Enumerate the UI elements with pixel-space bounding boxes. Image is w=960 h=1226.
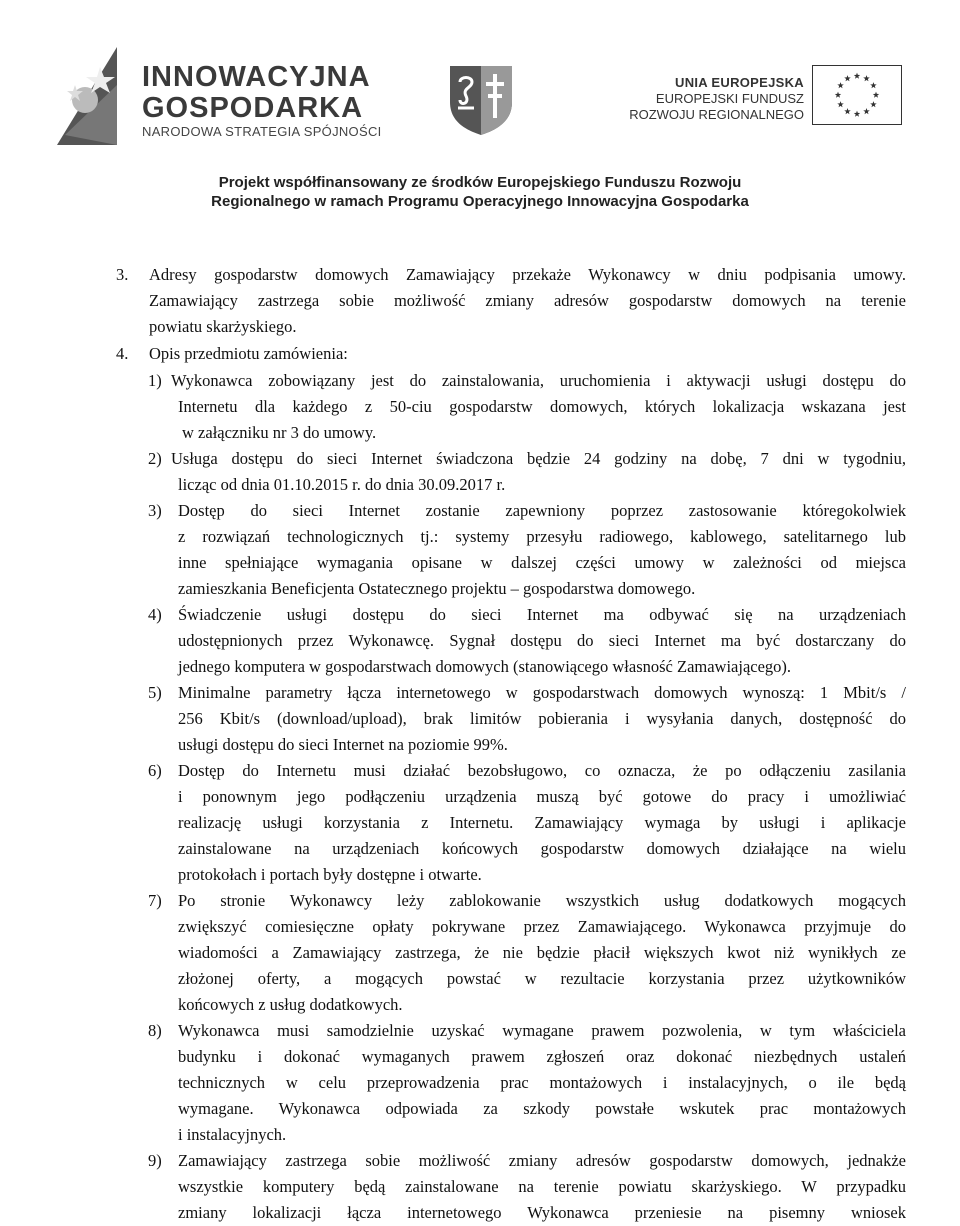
eu-line-2: EUROPEJSKI FUNDUSZ: [655, 91, 804, 106]
item-line: Zamawiający zastrzega sobie możliwość zmiany adresów gospodarstw domowych na terenie: [149, 291, 906, 310]
item-line: zmiany lokalizacji łącza internetowego Wykonawca przeniesie na pisemny wniosek: [178, 1203, 906, 1222]
item-number: 3.: [116, 265, 129, 284]
item-line: i instalacyjnych.: [178, 1125, 287, 1144]
item-line: Dostęp do sieci Internet zostanie zapewniony poprzez zastosowanie któregokolwiek: [178, 501, 906, 520]
item-line: licząc od dnia 01.10.2015 r. do dnia 30.09.2017 r.: [178, 475, 506, 494]
item-line: 256 Kbit/s (download/upload), brak limitów pobierania i wysyłania danych, dostępność do: [178, 709, 906, 728]
item-line: zamieszkania Beneficjenta Ostatecznego projektu – gospodarstwa domowego.: [178, 579, 696, 598]
item-line: wymagane. Wykonawca odpowiada za szkody powstałe wskutek prac montażowych: [178, 1099, 906, 1118]
coat-of-arms-icon: [448, 64, 514, 136]
eu-line-3: ROZWOJU REGIONALNEGO: [629, 107, 804, 122]
item-line: Wykonawca musi samodzielnie uzyskać wymagane prawem pozwolenia, w tym właściciela: [178, 1021, 906, 1040]
eu-label: [629, 74, 804, 123]
item-line: budynku i dokonać wymaganych prawem zgłoszeń oraz dokonać niezbędnych ustaleń: [178, 1047, 906, 1066]
item-line: Minimalne parametry łącza internetowego w gospodarstwach domowych wynoszą: 1 Mbit/s /: [178, 683, 906, 702]
item-line: Dostęp do Internetu musi działać bezobsługowo, co oznacza, że po odłączeniu zasilania: [178, 761, 906, 780]
subitem-number: 1): [148, 371, 162, 390]
eu-line-1: UNIA EUROPEJSKA: [675, 75, 804, 90]
project-line-2: Regionalnego w ramach Programu Operacyjnego Innowacyjna Gospodarka: [211, 193, 749, 210]
subitem-number: 4): [148, 605, 162, 624]
item-line: udostępnionych przez Wykonawcę. Sygnał dostępu do sieci Internet ma być dostarczany do: [178, 631, 906, 650]
item-line: wiadomości a Zamawiający zastrzega, że nie będzie płacił większych kwot niż wynikłych ze: [178, 943, 906, 962]
item-line: protokołach i portach były dostępne i otwarte.: [178, 865, 482, 884]
item-line: realizację usługi korzystania z Internetu. Zamawiający wymaga by usługi i aplikacje: [178, 813, 906, 832]
item-line: Zamawiający zastrzega sobie możliwość zmiany adresów gospodarstw domowych, jednakże: [178, 1151, 906, 1170]
logo-line-1: INNOWACYJNA: [142, 61, 371, 93]
subitem-number: 8): [148, 1021, 162, 1040]
item-line: zainstalowane na urządzeniach końcowych gospodarstw domowych działające na wielu: [178, 839, 906, 858]
item-line: Świadczenie usługi dostępu do sieci Internet ma odbywać się na urządzeniach: [178, 605, 906, 624]
subitem-number: 6): [148, 761, 162, 780]
item-line: powiatu skarżyskiego.: [149, 317, 297, 336]
project-line-1: Projekt współfinansowany ze środków Europejskiego Funduszu Rozwoju: [218, 174, 742, 191]
subitem-number: 9): [148, 1151, 162, 1170]
item-line: Usługa dostępu do sieci Internet świadczona będzie 24 godziny na dobę, 7 dni w tygodniu,: [171, 449, 906, 468]
item-line: wszystkie komputery będą zainstalowane na terenie powiatu skarżyskiego. W przypadku: [178, 1177, 906, 1196]
item-line: jednego komputera w gospodarstwach domowych (stanowiącego własność Zamawiającego).: [178, 657, 792, 676]
item-line: zwiększyć comiesięczne opłaty pokrywane przez Zamawiającego. Wykonawca przyjmuje do: [178, 917, 906, 936]
logo-line-3: NARODOWA STRATEGIA SPÓJNOŚCI: [142, 124, 382, 139]
item-line: Internetu dla każdego z 50-ciu gospodarstw domowych, których lokalizacja wskazana jest: [178, 397, 906, 416]
item-line: Po stronie Wykonawcy leży zablokowanie wszystkich usług dodatkowych mogących: [178, 891, 906, 910]
item-line: i ponownym jego podłączeniu urządzenia muszą być gotowe do pracy i umożliwiać: [178, 787, 906, 806]
eu-flag-icon: [812, 65, 902, 125]
subitem-number: 3): [148, 501, 162, 520]
item-line: Wykonawca zobowiązany jest do zainstalowania, uruchomienia i aktywacji usługi dostępu do: [171, 371, 906, 390]
item-line: w załączniku nr 3 do umowy.: [182, 423, 377, 442]
item-line: z rozwiązań technologicznych tj.: systemy przesyłu radiowego, kablowego, satelitarnego lub: [178, 527, 906, 546]
item-line: technicznych w celu przeprowadzenia prac montażowych i instalacyjnych, o ile będą: [178, 1073, 906, 1092]
subitem-number: 2): [148, 449, 162, 468]
page-header: [0, 0, 960, 220]
item-line: końcowych z usług dodatkowych.: [178, 995, 403, 1014]
item-line: Adresy gospodarstw domowych Zamawiający przekaże Wykonawcy w dniu podpisania umowy.: [149, 265, 906, 284]
item-line: Opis przedmiotu zamówienia:: [149, 344, 348, 363]
subitem-number: 5): [148, 683, 162, 702]
item-number: 4.: [116, 344, 129, 363]
item-line: złożonej oferty, a mogących powstać w rezultacie korzystania przez użytkowników: [178, 969, 906, 988]
item-line: usługi dostępu do sieci Internet na poziomie 99%.: [178, 735, 508, 754]
logo-line-2: GOSPODARKA: [142, 92, 364, 124]
item-line: inne spełniające wymagania opisane w dalszej części umowy w zależności od miejsca: [178, 553, 906, 572]
subitem-number: 7): [148, 891, 162, 910]
